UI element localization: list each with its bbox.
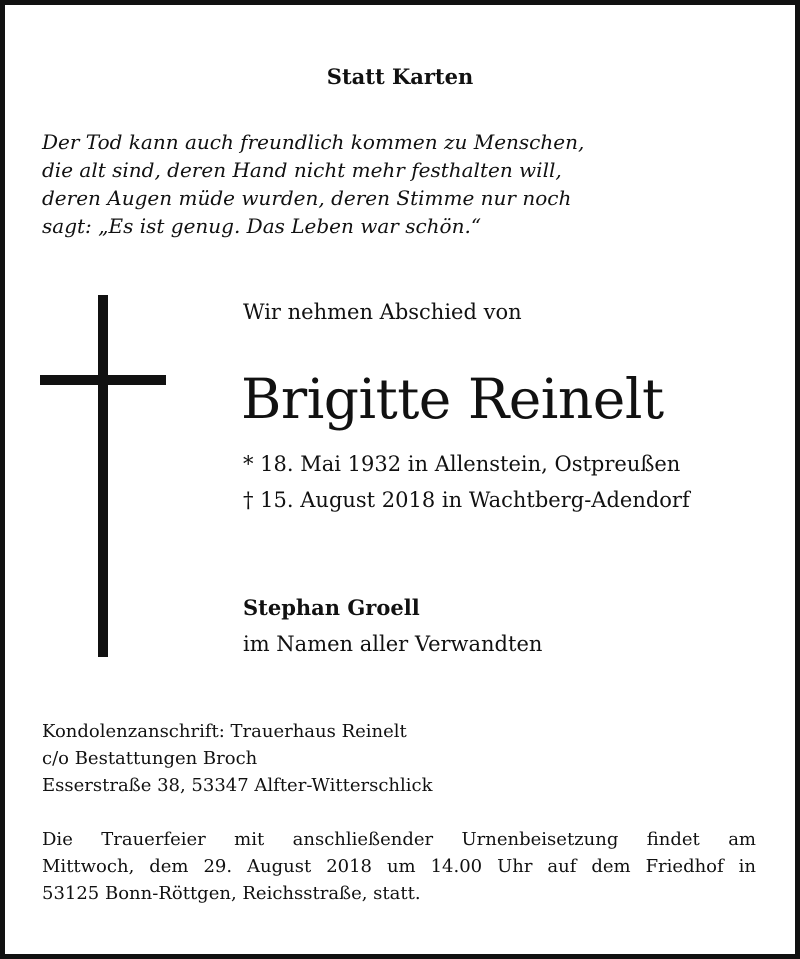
birth-date: * 18. Mai 1932 in Allenstein, Ostpreußen bbox=[243, 452, 681, 476]
notice-heading: Statt Karten bbox=[326, 64, 474, 89]
signer-name: Stephan Groell bbox=[243, 595, 420, 620]
life-dates bbox=[243, 446, 690, 518]
ceremony-line: Mittwoch, dem 29. August 2018 um 14.00 Uhr auf dem Friedhof in bbox=[42, 856, 756, 877]
poem-line: Der Tod kann auch freundlich kommen zu Menschen, bbox=[42, 130, 585, 154]
condolence-address bbox=[42, 718, 433, 799]
cross-horizontal-bar bbox=[40, 375, 166, 385]
poem bbox=[42, 128, 762, 240]
address-line: Esserstraße 38, 53347 Alfter-Witterschlick bbox=[42, 775, 433, 796]
ceremony-line: Die Trauerfeier mit anschließender Urnenbeisetzung findet am bbox=[42, 829, 756, 850]
address-line: Kondolenzanschrift: Trauerhaus Reinelt bbox=[42, 721, 407, 742]
ceremony-info bbox=[42, 826, 756, 907]
farewell-intro: Wir nehmen Abschied von bbox=[243, 300, 522, 324]
signer-note: im Namen aller Verwandten bbox=[243, 632, 543, 656]
address-line: c/o Bestattungen Broch bbox=[42, 748, 258, 769]
poem-line: deren Augen müde wurden, deren Stimme nur noch bbox=[42, 186, 572, 210]
ceremony-line: 53125 Bonn-Röttgen, Reichsstraße, statt. bbox=[42, 883, 421, 904]
poem-line: sagt: „Es ist genug. Das Leben war schön.“ bbox=[42, 214, 482, 238]
deceased-name: Brigitte Reinelt bbox=[241, 367, 664, 431]
poem-line: die alt sind, deren Hand nicht mehr festhalten will, bbox=[42, 158, 562, 182]
signer-block bbox=[243, 590, 542, 662]
cross-vertical-bar bbox=[98, 295, 108, 657]
death-date: † 15. August 2018 in Wachtberg-Adendorf bbox=[243, 488, 690, 512]
